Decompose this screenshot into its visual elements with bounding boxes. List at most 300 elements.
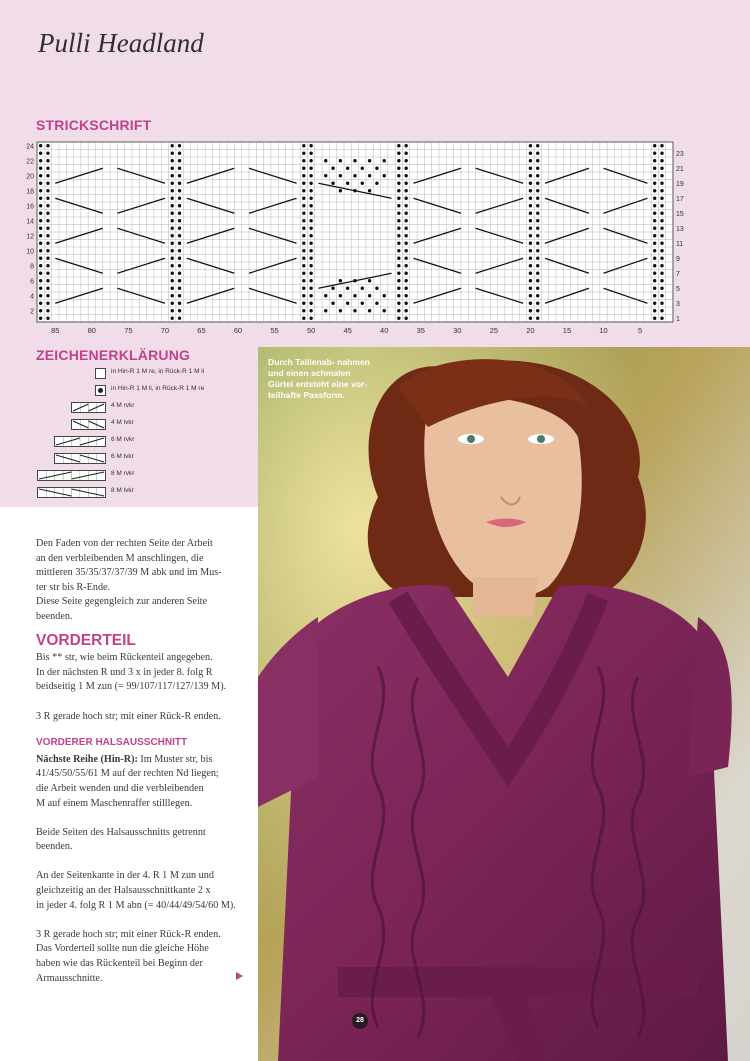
purl-dot: [302, 219, 305, 222]
purl-dot: [302, 212, 305, 215]
purl-dot: [309, 309, 312, 312]
text.vorderteil_p1-line: beidseitig 1 M zun (= 99/107/117/127/139 M).: [36, 681, 227, 693]
cable-6-right-icon: [54, 436, 106, 447]
purl-dot: [46, 174, 49, 177]
purl-dot: [653, 144, 656, 147]
purl-dot: [46, 257, 49, 260]
purl-dot: [653, 152, 656, 155]
legend-item: [34, 417, 254, 434]
purl-dot: [368, 279, 371, 282]
purl-dot: [536, 189, 539, 192]
legend-item-label: 8 M rvkr: [111, 470, 135, 477]
purl-dot: [536, 197, 539, 200]
purl-dot: [171, 257, 174, 260]
purl-dot: [361, 287, 364, 290]
purl-dot: [39, 144, 42, 147]
purl-dot: [653, 197, 656, 200]
purl-dot: [309, 294, 312, 297]
purl-dot: [397, 249, 400, 252]
column-label: 5: [637, 326, 643, 335]
purl-dot: [309, 302, 312, 305]
legend-item-label: 8 M lvkr: [111, 487, 134, 494]
purl-dot: [309, 219, 312, 222]
purl-dot: [653, 309, 656, 312]
purl-dot: [397, 242, 400, 245]
purl-dot: [383, 159, 386, 162]
purl-dot: [178, 174, 181, 177]
continue-arrow-icon[interactable]: [236, 972, 243, 980]
purl-dot: [653, 249, 656, 252]
cable-4-left-icon: [71, 419, 106, 430]
row-label-left: 14: [26, 218, 34, 226]
purl-dot: [375, 302, 378, 305]
symbol-legend: [34, 366, 254, 502]
text.intro-line: Diese Seite gegengleich zur anderen Seite: [36, 596, 208, 608]
purl-dot: [660, 287, 663, 290]
purl-dot: [397, 309, 400, 312]
purl-dot: [302, 227, 305, 230]
column-label: 40: [380, 326, 389, 335]
purl-dot: [178, 159, 181, 162]
purl-dot: [309, 279, 312, 282]
purl-dot: [302, 234, 305, 237]
text.vorderteil_p1-line: Bis ** str, wie beim Rückenteil angegeben.: [36, 652, 213, 664]
row-label-left: 4: [30, 293, 34, 301]
row-label-right: 17: [675, 195, 684, 203]
purl-dot: [660, 174, 663, 177]
purl-dot: [302, 189, 305, 192]
purl-dot: [404, 219, 407, 222]
purl-dot: [302, 204, 305, 207]
purl-dot: [46, 309, 49, 312]
purl-dot: [536, 144, 539, 147]
purl-dot: [171, 152, 174, 155]
row-label-left: 6: [30, 278, 34, 286]
purl-dot: [46, 219, 49, 222]
intro-paragraph: [36, 537, 250, 625]
purl-dot: [39, 309, 42, 312]
halsausschnitt-paragraph-4: [36, 928, 250, 986]
purl-dot: [171, 317, 174, 320]
purl-dot: [660, 242, 663, 245]
row-instruction-text: Im Muster str, bis: [137, 753, 213, 765]
purl-dot: [346, 182, 349, 185]
column-label: 35: [416, 326, 425, 335]
purl-dot: [171, 227, 174, 230]
purl-dot: [39, 287, 42, 290]
purl-dot: [39, 159, 42, 162]
purl-dot: [46, 189, 49, 192]
column-label: 20: [526, 326, 535, 335]
purl-dot: [171, 264, 174, 267]
purl-dot: [404, 152, 407, 155]
purl-dot: [529, 197, 532, 200]
text.hals_p2-line: beenden.: [36, 841, 73, 853]
purl-dot: [346, 302, 349, 305]
purl-dot: [339, 279, 342, 282]
purl-dot: [178, 272, 181, 275]
purl-dot: [397, 234, 400, 237]
purl-dot: [529, 182, 532, 185]
purl-dot: [536, 257, 539, 260]
purl-dot: [404, 167, 407, 170]
cable-8-left-icon: [37, 487, 106, 498]
purl-dot: [324, 174, 327, 177]
purl-dot: [660, 219, 663, 222]
row-label-right: 13: [675, 225, 684, 233]
purl-dot: [536, 159, 539, 162]
purl-dot: [39, 219, 42, 222]
purl-dot: [178, 257, 181, 260]
purl-dot: [653, 302, 656, 305]
purl-dot: [302, 287, 305, 290]
purl-dot: [397, 189, 400, 192]
purl-dot: [397, 219, 400, 222]
purl-dot: [324, 309, 327, 312]
purl-dot: [302, 294, 305, 297]
purl-dot: [178, 212, 181, 215]
purl-dot: [536, 219, 539, 222]
purl-dot: [653, 294, 656, 297]
purl-dot: [178, 197, 181, 200]
purl-dot: [529, 242, 532, 245]
purl-dot: [536, 234, 539, 237]
text.hals_p2-line: Beide Seiten des Halsausschnitts getrennt: [36, 826, 206, 838]
purl-dot: [178, 309, 181, 312]
row-label-left: 16: [26, 203, 34, 211]
purl-dot: [346, 287, 349, 290]
purl-dot: [171, 167, 174, 170]
purl-dot: [39, 227, 42, 230]
column-label: 55: [270, 326, 279, 335]
purl-dot: [353, 309, 356, 312]
purl-dot: [404, 159, 407, 162]
purl-dot: [178, 234, 181, 237]
row-label-left: 10: [26, 248, 34, 256]
chart-heading: STRICKSCHRIFT: [36, 117, 152, 133]
purl-dot: [536, 167, 539, 170]
purl-dot: [404, 197, 407, 200]
purl-dot: [660, 182, 663, 185]
text.intro-line: Den Faden von der rechten Seite der Arbeit: [36, 538, 213, 549]
purl-dot: [302, 272, 305, 275]
purl-dot: [368, 309, 371, 312]
purl-dot: [39, 182, 42, 185]
text.vorderteil_p1-line: In der nächsten R und 3 x in jeder 8. folg R: [36, 666, 213, 678]
purl-dot: [178, 204, 181, 207]
purl-dot: [660, 212, 663, 215]
purl-dot: [368, 159, 371, 162]
column-label: 75: [124, 326, 133, 335]
purl-dot: [171, 249, 174, 252]
purl-dot: [302, 182, 305, 185]
purl-dot: [653, 257, 656, 260]
purl-dot: [536, 317, 539, 320]
purl-dot: [660, 302, 663, 305]
purl-dot: [397, 204, 400, 207]
photo-caption: Durch Taillenab- nahmen und einen schmalen Gürtel entsteht eine vor- teilhafte Passform.: [268, 357, 371, 400]
purl-dot: [302, 309, 305, 312]
purl-dot: [397, 212, 400, 215]
purl-dot: [653, 167, 656, 170]
text.hals_p1_rest-line: M auf einem Maschenraffer stilllegen.: [36, 797, 193, 809]
cable-8-right-icon: [37, 470, 106, 481]
purl-dot: [397, 227, 400, 230]
purl-dot: [46, 279, 49, 282]
purl-dot: [339, 294, 342, 297]
purl-dot: [178, 219, 181, 222]
purl-dot: [536, 302, 539, 305]
row-label-left: 12: [26, 233, 34, 241]
purl-dot: [653, 189, 656, 192]
purl-dot: [368, 174, 371, 177]
purl-dot: [309, 204, 312, 207]
dot-square-icon: [95, 385, 106, 396]
row-label-right: 21: [675, 165, 684, 173]
purl-dot: [660, 204, 663, 207]
model-photo: [258, 347, 750, 1061]
purl-dot: [46, 294, 49, 297]
text.hals_p3-line: An der Seitenkante in der 4. R 1 M zun und: [36, 870, 214, 882]
purl-dot: [171, 189, 174, 192]
purl-dot: [339, 189, 342, 192]
purl-dot: [39, 167, 42, 170]
purl-dot: [171, 234, 174, 237]
purl-dot: [178, 227, 181, 230]
purl-dot: [536, 309, 539, 312]
text.hals_p4-line: Das Vorderteil sollte nun die gleiche Höhe: [36, 943, 209, 955]
purl-dot: [302, 197, 305, 200]
purl-dot: [536, 294, 539, 297]
text.intro-line: beenden.: [36, 610, 73, 622]
column-label: 50: [306, 326, 316, 335]
purl-dot: [397, 264, 400, 267]
purl-dot: [529, 212, 532, 215]
purl-dot: [660, 144, 663, 147]
purl-dot: [171, 212, 174, 215]
purl-dot: [309, 264, 312, 267]
purl-dot: [39, 272, 42, 275]
purl-dot: [404, 309, 407, 312]
purl-dot: [536, 227, 539, 230]
purl-dot: [404, 272, 407, 275]
purl-dot: [353, 174, 356, 177]
row-label-left: 20: [26, 173, 34, 181]
purl-dot: [653, 219, 656, 222]
purl-dot: [536, 152, 539, 155]
purl-dot: [309, 152, 312, 155]
purl-dot: [383, 174, 386, 177]
purl-dot: [178, 302, 181, 305]
purl-dot: [361, 182, 364, 185]
row-label-right: 9: [675, 255, 680, 263]
purl-dot: [309, 317, 312, 320]
purl-dot: [375, 287, 378, 290]
purl-dot: [39, 302, 42, 305]
purl-dot: [529, 294, 532, 297]
purl-dot: [39, 242, 42, 245]
purl-dot: [653, 159, 656, 162]
row-label-left: 18: [26, 188, 34, 196]
purl-dot: [309, 189, 312, 192]
purl-dot: [529, 167, 532, 170]
text.intro-line: ter str bis R-Ende.: [36, 581, 111, 593]
purl-dot: [171, 287, 174, 290]
purl-dot: [653, 272, 656, 275]
text.hals_p3-line: in jeder 4. folg R 1 M abn (= 40/44/49/54/60 M).: [36, 899, 236, 911]
purl-dot: [178, 167, 181, 170]
purl-dot: [309, 182, 312, 185]
purl-dot: [302, 167, 305, 170]
purl-dot: [397, 167, 400, 170]
purl-dot: [46, 167, 49, 170]
legend-item-label: 6 M rvkr: [111, 436, 135, 443]
purl-dot: [46, 264, 49, 267]
cable-4-right-icon: [71, 402, 106, 413]
purl-dot: [178, 279, 181, 282]
knitting-chart-grid: [22, 137, 702, 337]
purl-dot: [397, 317, 400, 320]
purl-dot: [39, 279, 42, 282]
purl-dot: [660, 167, 663, 170]
instructions-column: [36, 537, 250, 986]
purl-dot: [368, 189, 371, 192]
purl-dot: [404, 257, 407, 260]
purl-dot: [529, 227, 532, 230]
purl-dot: [309, 144, 312, 147]
pattern-title: Pulli Headland: [38, 28, 204, 58]
purl-dot: [353, 294, 356, 297]
purl-dot: [171, 219, 174, 222]
purl-dot: [46, 159, 49, 162]
purl-dot: [331, 182, 334, 185]
legend-item: [34, 468, 254, 485]
purl-dot: [39, 249, 42, 252]
row-label-left: 24: [26, 143, 34, 151]
purl-dot: [660, 234, 663, 237]
purl-dot: [404, 279, 407, 282]
purl-dot: [397, 302, 400, 305]
purl-dot: [39, 197, 42, 200]
purl-dot: [536, 287, 539, 290]
purl-dot: [529, 302, 532, 305]
purl-dot: [302, 144, 305, 147]
legend-item: [34, 400, 254, 417]
purl-dot: [46, 204, 49, 207]
purl-dot: [536, 174, 539, 177]
purl-dot: [383, 294, 386, 297]
purl-dot: [39, 174, 42, 177]
purl-dot: [404, 287, 407, 290]
purl-dot: [529, 152, 532, 155]
purl-dot: [397, 257, 400, 260]
vorderteil-paragraph-1: [36, 651, 250, 695]
purl-dot: [404, 242, 407, 245]
purl-dot: [171, 279, 174, 282]
column-label: 25: [489, 326, 499, 335]
purl-dot: [353, 159, 356, 162]
legend-item: [34, 366, 254, 383]
purl-dot: [339, 174, 342, 177]
purl-dot: [178, 249, 181, 252]
column-label: 30: [453, 326, 462, 335]
purl-dot: [302, 279, 305, 282]
purl-dot: [397, 294, 400, 297]
purl-dot: [346, 167, 349, 170]
row-label-right: 15: [675, 210, 684, 218]
purl-dot: [331, 302, 334, 305]
purl-dot: [653, 182, 656, 185]
purl-dot: [178, 264, 181, 267]
purl-dot: [660, 227, 663, 230]
purl-dot: [46, 144, 49, 147]
page-number: 28: [352, 1013, 368, 1029]
empty-square-icon: [95, 368, 106, 379]
purl-dot: [536, 212, 539, 215]
purl-dot: [529, 144, 532, 147]
purl-dot: [529, 159, 532, 162]
purl-dot: [39, 294, 42, 297]
purl-dot: [404, 182, 407, 185]
cable-6-left-icon: [54, 453, 106, 464]
purl-dot: [397, 197, 400, 200]
legend-item-label: in Hin-R 1 M re, in Rück-R 1 M li: [111, 368, 205, 375]
text.hals_p4-line: 3 R gerade hoch str; mit einer Rück-R enden.: [36, 928, 221, 940]
purl-dot: [404, 317, 407, 320]
purl-dot: [46, 234, 49, 237]
purl-dot: [653, 212, 656, 215]
purl-dot: [39, 212, 42, 215]
purl-dot: [331, 167, 334, 170]
purl-dot: [302, 174, 305, 177]
purl-dot: [46, 302, 49, 305]
purl-dot: [404, 249, 407, 252]
purl-dot: [178, 287, 181, 290]
purl-dot: [46, 227, 49, 230]
text.intro-line: mittleren 35/35/37/37/39 M abk und im Mus-: [36, 567, 222, 579]
purl-dot: [653, 317, 656, 320]
purl-dot: [39, 264, 42, 267]
text.hals_p1_rest-line: die Arbeit wenden und die verbleibenden: [36, 782, 204, 794]
purl-dot: [171, 242, 174, 245]
purl-dot: [309, 257, 312, 260]
purl-dot: [178, 189, 181, 192]
purl-dot: [660, 159, 663, 162]
purl-dot: [529, 234, 532, 237]
purl-dot: [46, 287, 49, 290]
legend-heading: ZEICHENERKLÄRUNG: [36, 347, 191, 363]
purl-dot: [404, 204, 407, 207]
purl-dot: [404, 264, 407, 267]
purl-dot: [46, 242, 49, 245]
row-label-right: 23: [675, 150, 684, 158]
purl-dot: [404, 294, 407, 297]
purl-dot: [383, 309, 386, 312]
purl-dot: [397, 159, 400, 162]
text.hals_p4-line: Armausschnitte.: [36, 972, 103, 984]
purl-dot: [39, 317, 42, 320]
halsausschnitt-paragraph-2: [36, 826, 250, 855]
purl-dot: [171, 204, 174, 207]
row-instruction-label: Nächste Reihe (Hin-R):: [36, 753, 138, 765]
purl-dot: [46, 197, 49, 200]
purl-dot: [178, 144, 181, 147]
purl-dot: [375, 167, 378, 170]
purl-dot: [660, 264, 663, 267]
purl-dot: [536, 264, 539, 267]
purl-dot: [653, 287, 656, 290]
purl-dot: [536, 204, 539, 207]
